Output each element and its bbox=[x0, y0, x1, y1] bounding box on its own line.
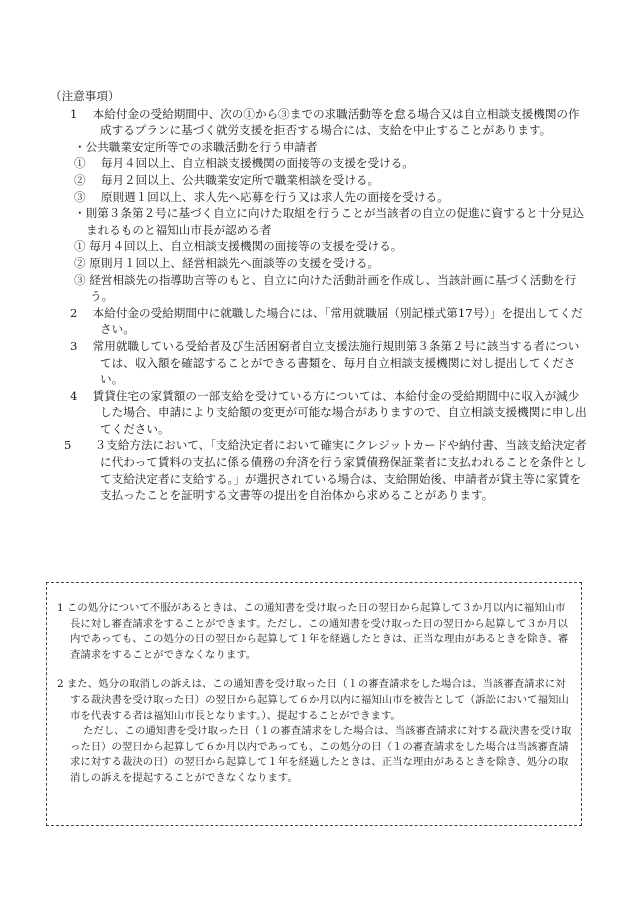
note-item-1-a-1: ① 毎月４回以上、自立相談支援機関の面接等の支援を受ける。 bbox=[74, 156, 414, 171]
appeal-notice-box bbox=[46, 582, 582, 826]
appeal-paragraph-2-continued: ただし、この通知書を受け取った日（１の審査請求をした場合は、当該審査請求に対する裁決書を受け取った日）の翌日から起算して６か月以内であっても、この処分の日（１の審査請求をした場合は当該審査請求に対する裁決の日）の翌日から起算して１年を経過したときは、正当な理由があるときを除き、処分の取消しの訴えを提起することができなくなります。 bbox=[70, 725, 572, 784]
note-item-1-b-2: ② 原則月１回以上、経営相談先へ面談等の支援を受ける。 bbox=[74, 255, 380, 270]
note-item-1: 1 本給付金の受給期間中、次の①から③までの求職活動等を怠る場合又は自立相談支援機関の作成するプランに基づく就労支援を拒否する場合には、支給を中止することがあります。 bbox=[70, 106, 580, 138]
note-item-5: 5 ３支給方法において、「支給決定者において確実にクレジットカードや納付書、当該支給決定者に代わって賃料の支払に係る債務の弁済を行う家賃債務保証業者に支払われることを条件として支給決定者に支給する。」が選択されている場合は、支給開始後、申請者が貸主等に家賃を支払ったことを証明する文書等の提出を自治体から求めることがあります。 bbox=[64, 438, 587, 503]
notes-title: （注意事項） bbox=[50, 89, 120, 103]
note-item-2: 2 本給付金の受給期間中に就職した場合には、「常用就職届（別記様式第17号）」を提出してください。 bbox=[70, 305, 583, 337]
note-item-1-b-1: ① 毎月４回以上、自立相談支援機関の面接等の支援を受ける。 bbox=[74, 239, 403, 254]
appeal-paragraph-2: 2 また、処分の取消しの訴えは、この通知書を受け取った日（１の審査請求をした場合は、当該審査請求に対する裁決書を受け取った日）の翌日から起算して６か月以内に福知山市を被告として（訴訟において福知山市を代表する者は福知山市長となります。）、提起することができます。 bbox=[57, 678, 569, 722]
note-item-1-a-2: ② 毎月２回以上、公共職業安定所で職業相談を受ける。 bbox=[74, 172, 380, 187]
note-item-1-group-b-heading: ・則第３条第２号に基づく自立に向けた取組を行うことが当該者の自立の促進に資すると十分見込まれるものと福知山市長が認める者 bbox=[74, 206, 585, 237]
notes-section bbox=[50, 88, 590, 504]
note-item-4: 4 賃貸住宅の家賃額の一部支給を受けている方については、本給付金の受給期間中に収入が減少した場合、申請により支給額の変更が可能な場合がありますので、自立相談支援機関に申し出てください。 bbox=[70, 388, 587, 436]
note-item-1-a-3: ③ 原則週１回以上、求人先へ応募を行う又は求人先の面接を受ける。 bbox=[74, 189, 449, 204]
note-item-1-group-a-heading: ・公共職業安定所等での求職活動を行う申請者 bbox=[74, 139, 318, 154]
note-item-3: 3 常用就職している受給者及び生活困窮者自立支援法施行規則第３条第２号に該当する者については、収入額を確認することができる書類を、毎月自立相談支援機関に対し提出してください。 bbox=[70, 338, 580, 387]
appeal-paragraph-1: 1 この処分について不服があるときは、この通知書を受け取った日の翌日から起算して３か月以内に福知山市長に対し審査請求をすることができます。ただし、この通知書を受け取った日の翌日から起算して３か月以内であっても、この処分の日の翌日から起算して１年を経過したときは、正当な理由があるときを除き、審査請求をすることができなくなります。 bbox=[57, 602, 569, 661]
note-item-1-b-3: ③ 経営相談先の指導助言等のもと、自立に向けた活動計画を作成し、当該計画に基づく活動を行う。 bbox=[74, 272, 577, 304]
